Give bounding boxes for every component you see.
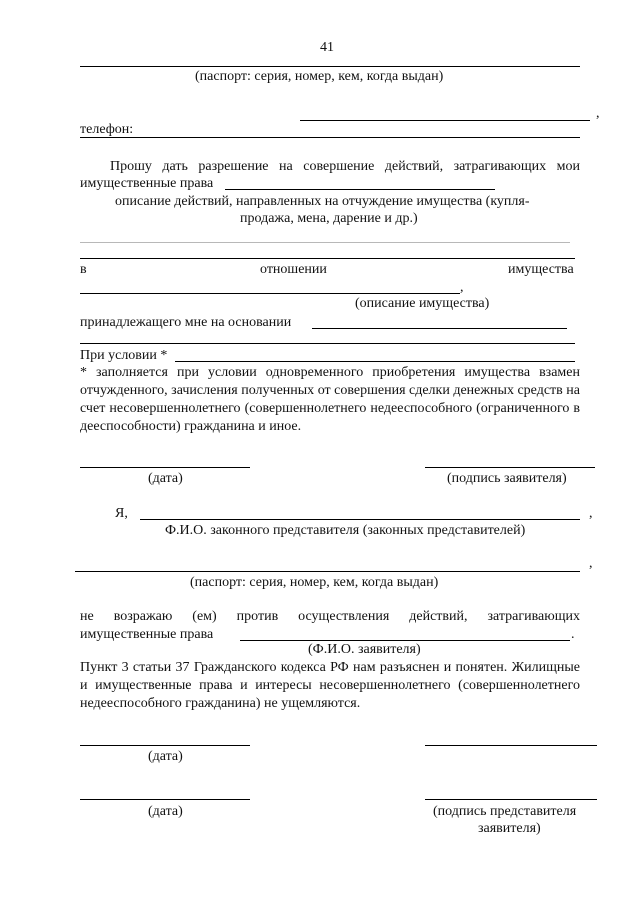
property-line [80, 293, 460, 294]
consent-caption: (Ф.И.О. заявителя) [308, 642, 421, 657]
representative-signature-caption: (подпись представителя [433, 804, 577, 819]
representative-signature-caption-2: заявителя) [478, 821, 541, 836]
request-line-2: имущественные права [80, 176, 214, 191]
date-line [80, 467, 250, 468]
comma: , [589, 556, 593, 571]
condition-line [175, 361, 575, 362]
signature-caption: (подпись заявителя) [447, 471, 567, 486]
relation-word-1: в [80, 262, 87, 277]
date-line [80, 799, 250, 800]
consent-line-2: имущественные права [80, 627, 214, 642]
passport-caption: (паспорт: серия, номер, кем, когда выдан) [195, 69, 444, 84]
date-line [80, 745, 250, 746]
end-dot: . [571, 627, 575, 642]
description-line [80, 258, 575, 259]
legal-paragraph: Пункт 3 статьи 37 Гражданского кодекса РФ нам разъяснен и понятен. Жилищные и имущественные права и интересы несовершеннолетнего (совершеннолетнего недееспособного гражданина) не ущемляются. [80, 660, 580, 711]
signature-line [425, 467, 595, 468]
request-line-1: Прошу дать разрешение на совершение действий, затрагивающих мои [110, 159, 580, 174]
phone-line [80, 137, 580, 138]
passport-line-2 [75, 571, 580, 572]
basis-line-2 [80, 343, 575, 344]
comma: , [460, 280, 464, 295]
passport-line [80, 66, 580, 67]
comma: , [589, 506, 593, 521]
basis-line [312, 328, 567, 329]
page-number: 41 [320, 40, 334, 55]
basis-label: принадлежащего мне на основании [80, 315, 292, 330]
condition-label: При условии * [80, 348, 168, 363]
representative-caption: Ф.И.О. законного представителя (законных представителей) [165, 523, 526, 538]
signature-line [425, 745, 597, 746]
consent-line-1: не возражаю (ем) против осуществления действий, затрагивающих [80, 609, 580, 624]
date-caption: (дата) [148, 749, 183, 764]
condition-note: * заполняется при условии одновременного приобретения имущества взамен отчужденного, зачисления полученных от совершения сделки денежных средств на счет несовершеннолетнего (совершеннолетнего недееспособного (ограниченного в дееспособности) гражданина и иное. [80, 365, 580, 434]
faint-line [80, 242, 570, 243]
relation-word-3: имущества [508, 262, 574, 277]
request-fill-line [225, 189, 495, 190]
property-caption: (описание имущества) [355, 296, 490, 311]
representative-prefix: Я, [115, 506, 128, 521]
request-caption-2: продажа, мена, дарение и др.) [240, 211, 418, 226]
representative-line [140, 519, 580, 520]
relation-word-2: отношении [260, 262, 327, 277]
signature-line [425, 799, 597, 800]
phone-label: телефон: [80, 122, 134, 137]
date-caption: (дата) [148, 804, 183, 819]
request-caption-1: описание действий, направленных на отчуждение имущества (купля- [115, 194, 530, 209]
passport-caption-2: (паспорт: серия, номер, кем, когда выдан) [190, 575, 439, 590]
comma: , [596, 106, 600, 121]
blank-line [300, 120, 590, 121]
consent-fill-line [240, 640, 570, 641]
date-caption: (дата) [148, 471, 183, 486]
